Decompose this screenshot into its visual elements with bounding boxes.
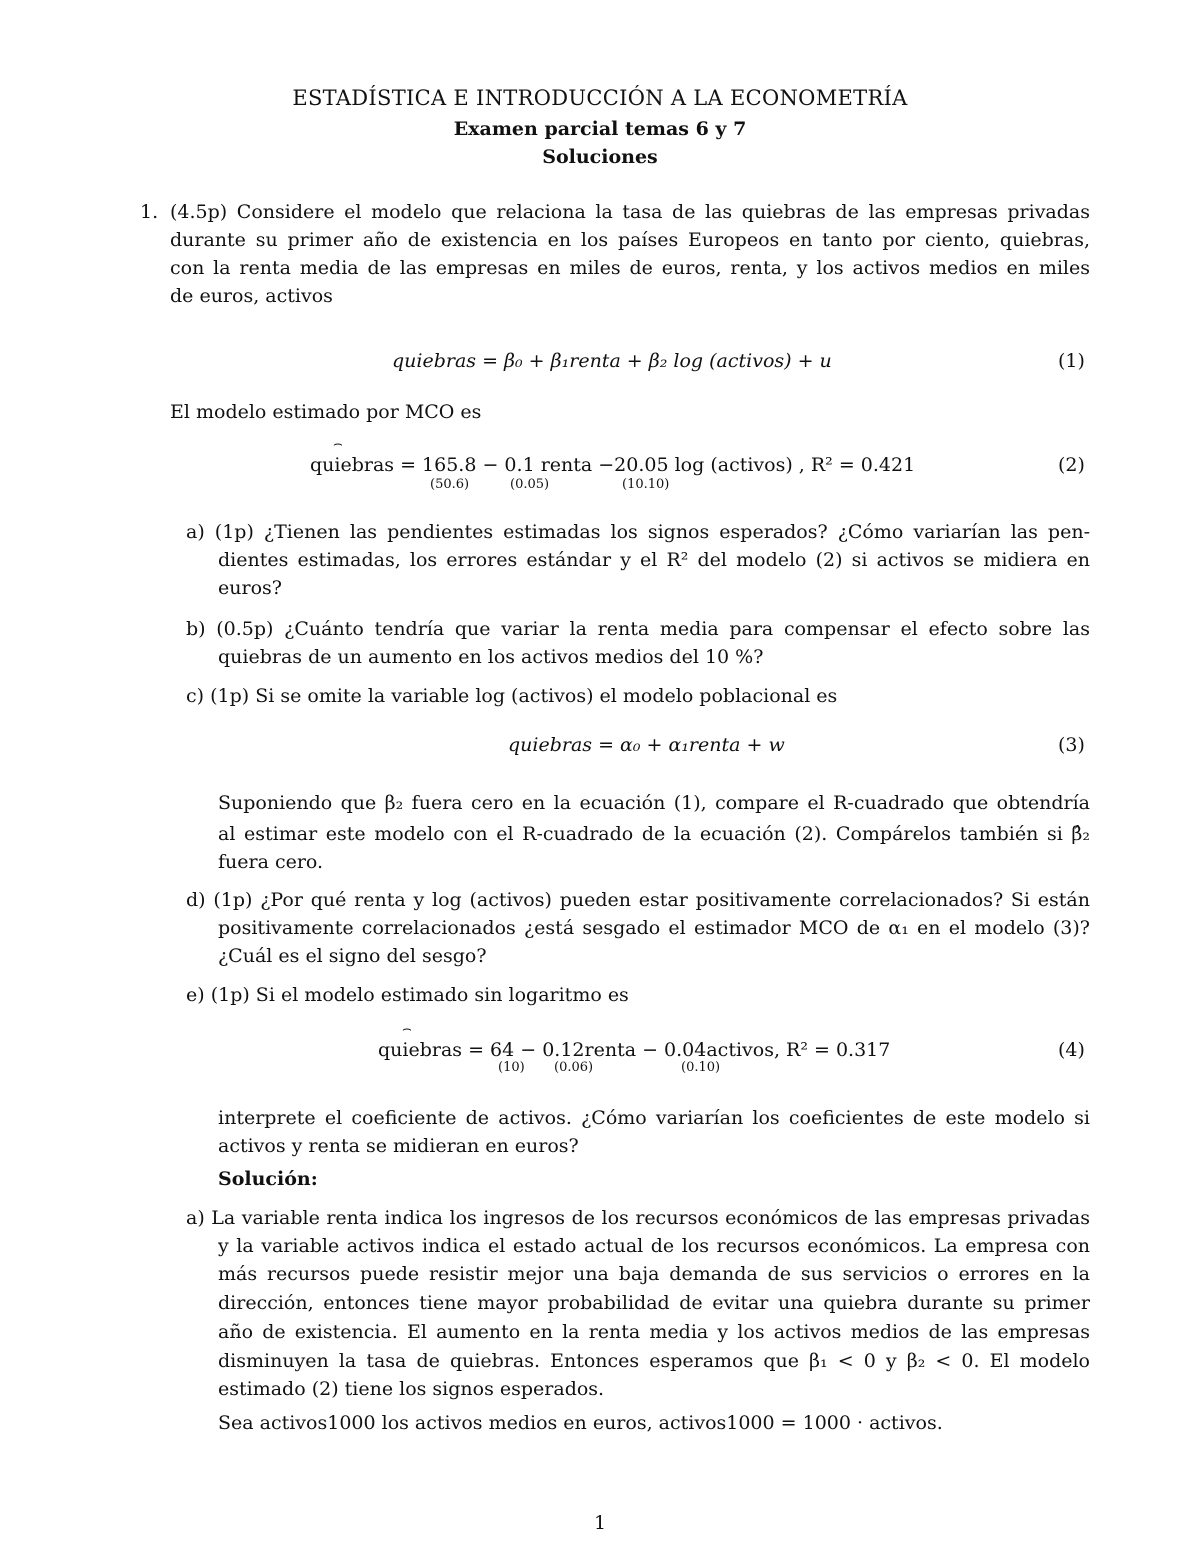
solution-label: Solución:: [218, 1168, 318, 1190]
part-a-line-2: dientes estimadas, los errores estándar y el R² del modelo (2) si activos se midiera en: [218, 549, 1090, 571]
part-c-after-1: Suponiendo que β₂ fuera cero en la ecuación (1), compare el R-cuadrado que obtendría: [218, 792, 1090, 814]
part-e-after-1: interprete el coeficiente de activos. ¿Cómo variarían los coeficientes de este modelo si: [218, 1107, 1090, 1129]
page-title: ESTADÍSTICA E INTRODUCCIÓN A LA ECONOMETRÍA: [292, 86, 908, 110]
sol-a-line-6: disminuyen la tasa de quiebras. Entonces esperamos que β₁ < 0 y β₂ < 0. El modelo: [218, 1350, 1090, 1372]
part-b-line-1: b) (0.5p) ¿Cuánto tendría que variar la renta media para compensar el efecto sobre las: [186, 618, 1090, 640]
equation-4: quiebras = 64 − 0.12renta − 0.04activos, R² = 0.317: [378, 1039, 891, 1061]
part-e-after-2: activos y renta se midieran en euros?: [218, 1135, 579, 1157]
intro-line-4: de euros, activos: [170, 285, 333, 307]
sol-a-line-3: más recursos puede resistir mejor una baja demanda de sus servicios o errores en la: [218, 1263, 1090, 1285]
part-c-after-2: al estimar este modelo con el R-cuadrado de la ecuación (2). Compárelos también si β̂₂: [218, 823, 1090, 845]
part-b-line-2: quiebras de un aumento en los activos medios del 10 %?: [218, 646, 764, 668]
hat-symbol-2: ⌢: [402, 1019, 412, 1037]
equation-4-number: (4): [1058, 1039, 1085, 1061]
equation-1: quiebras = β₀ + β₁renta + β₂ log (activos) + u: [392, 350, 832, 372]
part-d-line-3: ¿Cuál es el signo del sesgo?: [218, 945, 487, 967]
equation-3: quiebras = α₀ + α₁renta + w: [508, 734, 785, 756]
part-a-line-1: a) (1p) ¿Tienen las pendientes estimadas los signos esperados? ¿Cómo variarían las pen-: [186, 521, 1090, 543]
sol-a-line-2: y la variable activos indica el estado actual de los recursos económicos. La empresa con: [218, 1235, 1090, 1257]
eq2-se-1: (50.6): [430, 477, 470, 492]
intro-line-2: durante su primer año de existencia en los países Europeos en tanto por ciento, quiebras,: [170, 229, 1090, 251]
estimated-model-intro: El modelo estimado por MCO es: [170, 401, 482, 423]
eq2-se-3: (10.10): [622, 477, 670, 492]
part-a-line-3: euros?: [218, 577, 282, 599]
intro-line-3: con la renta media de las empresas en miles de euros, renta, y los activos medios en miles: [170, 257, 1090, 279]
page-number: 1: [593, 1512, 607, 1534]
eq4-se-3: (0.10): [681, 1060, 721, 1075]
eq2-se-2: (0.05): [510, 477, 550, 492]
sol-a-line-7: estimado (2) tiene los signos esperados.: [218, 1378, 605, 1400]
hat-symbol: ⌢: [333, 434, 343, 452]
sol-a-line-1: a) La variable renta indica los ingresos de los recursos económicos de las empresas privadas: [186, 1207, 1090, 1229]
question-number: 1.: [140, 201, 159, 223]
part-d-line-1: d) (1p) ¿Por qué renta y log (activos) pueden estar positivamente correlacionados? Si están: [186, 889, 1090, 911]
part-c-after-3: fuera cero.: [218, 851, 324, 873]
intro-line-1: (4.5p) Considere el modelo que relaciona la tasa de las quiebras de las empresas privadas: [170, 201, 1090, 223]
part-d-line-2: positivamente correlacionados ¿está sesgado el estimador MCO de α₁ en el modelo (3)?: [218, 917, 1090, 939]
part-e-line-1: e) (1p) Si el modelo estimado sin logaritmo es: [186, 984, 629, 1006]
equation-3-number: (3): [1058, 734, 1085, 756]
eq4-se-2: (0.06): [554, 1060, 594, 1075]
exam-subtitle: Examen parcial temas 6 y 7: [453, 118, 747, 140]
equation-2: quiebras = 165.8 − 0.1 renta −20.05 log (activos) , R² = 0.421: [310, 454, 916, 476]
sol-a-line-5: año de existencia. El aumento en la renta media y los activos medios de las empresas: [218, 1321, 1090, 1343]
solutions-subtitle: Soluciones: [542, 146, 658, 168]
eq4-se-1: (10): [498, 1060, 525, 1075]
equation-2-number: (2): [1058, 454, 1085, 476]
equation-1-number: (1): [1058, 350, 1085, 372]
sol-a-line-4: dirección, entonces tiene mayor probabilidad de evitar una quiebra durante su primer: [218, 1292, 1090, 1314]
part-c-line-1: c) (1p) Si se omite la variable log (activos) el modelo poblacional es: [186, 685, 838, 707]
sol-a-last-line: Sea activos1000 los activos medios en euros, activos1000 = 1000 · activos.: [218, 1412, 943, 1434]
